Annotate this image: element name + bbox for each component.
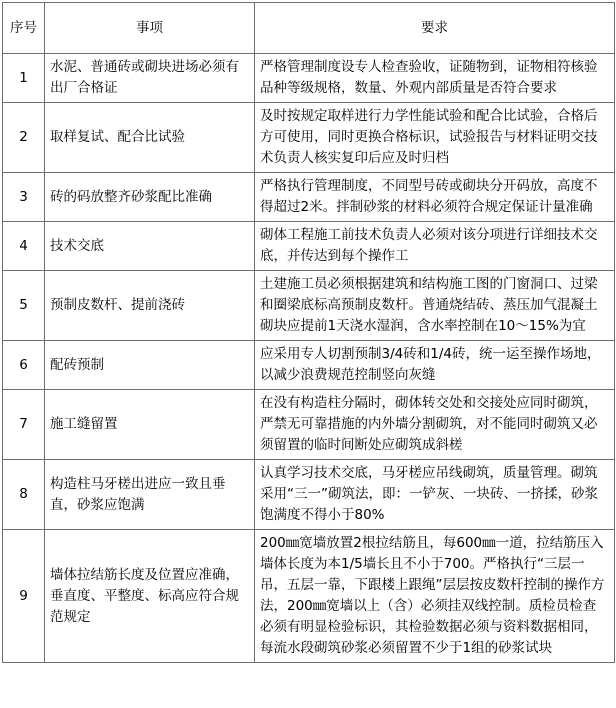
table-row [3,54,615,103]
row-number: 7 [3,390,45,460]
row-item: 水泥、普通砖或砌块进场必须有出厂合格证 [45,54,255,103]
row-number: 9 [3,530,45,663]
header-seq: 序号 [3,3,45,54]
header-requirement: 要求 [255,3,615,54]
row-item: 配砖预制 [45,341,255,390]
row-item: 墙体拉结筋长度及位置应准确，垂直度、平整度、标高应符合规范规定 [45,530,255,663]
row-item: 技术交底 [45,222,255,271]
row-requirement: 应采用专人切割预制3/4砖和1/4砖，统一运至操作场地，以减少浪费规范控制竖向灰缝 [255,341,615,390]
row-item: 施工缝留置 [45,390,255,460]
row-requirement: 200㎜宽墙放置2根拉结筋且，每600㎜一道，拉结筋压入墙体长度为本1/5墙长且不小于700。严格执行“三层一吊，五层一靠，下跟楼上跟绳”层层按皮数杆控制的操作方法，200㎜宽墙以上（含）必须挂双线控制。质检员检查必须有明显检验标识，其检验数据必须与资料数据相同，每流水段砌筑砂浆必须留置不少于1组的砂浆试块 [255,530,615,663]
row-item: 砖的码放整齐砂浆配比准确 [45,173,255,222]
table-row [3,103,615,173]
row-requirement: 在没有构造柱分隔时，砌体转交处和交接处应同时砌筑，严禁无可靠措施的内外墙分割砌筑，对不能同时砌筑又必须留置的临时间断处应砌筑成斜槎 [255,390,615,460]
row-number: 3 [3,173,45,222]
row-item: 构造柱马牙槎出进应一致且垂直，砂浆应饱满 [45,460,255,530]
row-requirement: 土建施工员必须根据建筑和结构施工图的门窗洞口、过梁和圈梁底标高预制皮数杆。普通烧结砖、蒸压加气混凝土砌块应提前1天浇水湿润，含水率控制在10～15%为宜 [255,271,615,341]
row-number: 4 [3,222,45,271]
table-header-row [3,3,615,54]
row-number: 5 [3,271,45,341]
row-requirement: 严格管理制度设专人检查验收，证随物到，证物相符核验品种等级规格，数量、外观内部质量是否符合要求 [255,54,615,103]
header-item: 事项 [45,3,255,54]
row-requirement: 严格执行管理制度，不同型号砖或砌块分开码放，高度不得超过2米。拌制砂浆的材料必须符合规定保证计量准确 [255,173,615,222]
table-row [3,390,615,460]
row-number: 2 [3,103,45,173]
row-item: 预制皮数杆、提前浇砖 [45,271,255,341]
row-requirement: 认真学习技术交底，马牙槎应吊线砌筑，质量管理。砌筑采用“三一”砌筑法，即：一铲灰、一块砖、一挤揉，砂浆饱满度不得小于80% [255,460,615,530]
table-row [3,341,615,390]
row-requirement: 砌体工程施工前技术负责人必须对该分项进行详细技术交底，并传达到每个操作工 [255,222,615,271]
row-number: 6 [3,341,45,390]
row-number: 1 [3,54,45,103]
row-requirement: 及时按规定取样进行力学性能试验和配合比试验，合格后方可使用，同时更换合格标识，试验报告与材料证明交技术负责人核实复印后应及时归档 [255,103,615,173]
table-row [3,271,615,341]
row-number: 8 [3,460,45,530]
table-row [3,530,615,663]
row-item: 取样复试、配合比试验 [45,103,255,173]
table-row [3,222,615,271]
table-row [3,173,615,222]
requirements-table [2,2,615,663]
table-row [3,460,615,530]
